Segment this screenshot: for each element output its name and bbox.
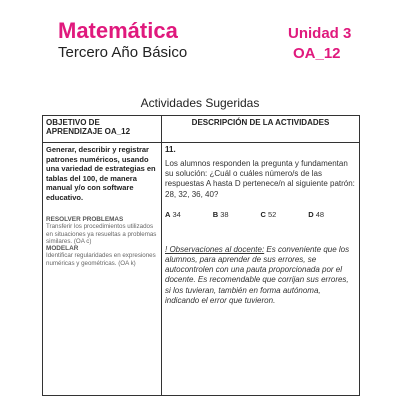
- objective-text: Generar, describir y registrar patrones numéricos, usando una variedad de estrategias en tablas del 100, de manera manual y/o con software educativo.: [46, 145, 156, 202]
- observation-text: Es conveniente que los alumnos, para aprender de sus errores, se autocontrolen con una pauta proporcionada por el docente. Es recomendable que corrijan sus errores, si los tuvieran, también en forma autónoma, indicando el error que tuvieron.: [165, 244, 350, 305]
- skills-block: [46, 216, 158, 267]
- skill-text: Transferir los procedimientos utilizados en situaciones ya resueltas a problemas similares. (OA c): [46, 223, 157, 245]
- skill-title: RESOLVER PROBLEMAS: [46, 216, 124, 223]
- option-value: 34: [172, 209, 181, 219]
- option-value: 52: [268, 209, 277, 219]
- activities-table: [42, 115, 360, 396]
- oa-code: OA_12: [293, 45, 341, 62]
- answer-options: [165, 210, 356, 219]
- option-value: 48: [315, 209, 325, 219]
- objective-cell: [43, 143, 162, 396]
- option-c: [261, 210, 309, 219]
- option-letter: D: [308, 209, 314, 219]
- teacher-observation: [165, 245, 356, 306]
- observation-lead: ! Observaciones al docente:: [165, 244, 265, 254]
- option-letter: A: [165, 209, 171, 219]
- skill-title: MODELAR: [46, 245, 79, 253]
- description-cell: [162, 143, 360, 396]
- option-a: [165, 210, 213, 219]
- grade-level: Tercero Año Básico: [58, 44, 188, 61]
- activity-number: 11.: [165, 145, 176, 154]
- objective-header: OBJETIVO DE APRENDIZAJE OA_12: [43, 116, 162, 143]
- subject-title: Matemática: [58, 18, 178, 43]
- section-title: Actividades Sugeridas: [140, 96, 260, 110]
- description-header: DESCRIPCIÓN DE LA ACTIVIDADES: [162, 116, 360, 143]
- activity-text: Los alumnos responden la pregunta y fundamentan su solución: ¿Cuál o cuáles número/s de las respuestas A hasta D pertenece/n al siguiente patrón: 28, 32, 36, 40?: [165, 159, 355, 199]
- option-letter: C: [260, 209, 266, 219]
- unit-label: Unidad 3: [288, 25, 352, 42]
- option-value: 38: [220, 209, 229, 219]
- skill-text: Identificar regularidades en expresiones numéricas y geométricas. (OA k): [46, 252, 156, 267]
- option-d: [308, 210, 356, 219]
- option-b: [213, 210, 261, 219]
- option-letter: B: [212, 209, 219, 219]
